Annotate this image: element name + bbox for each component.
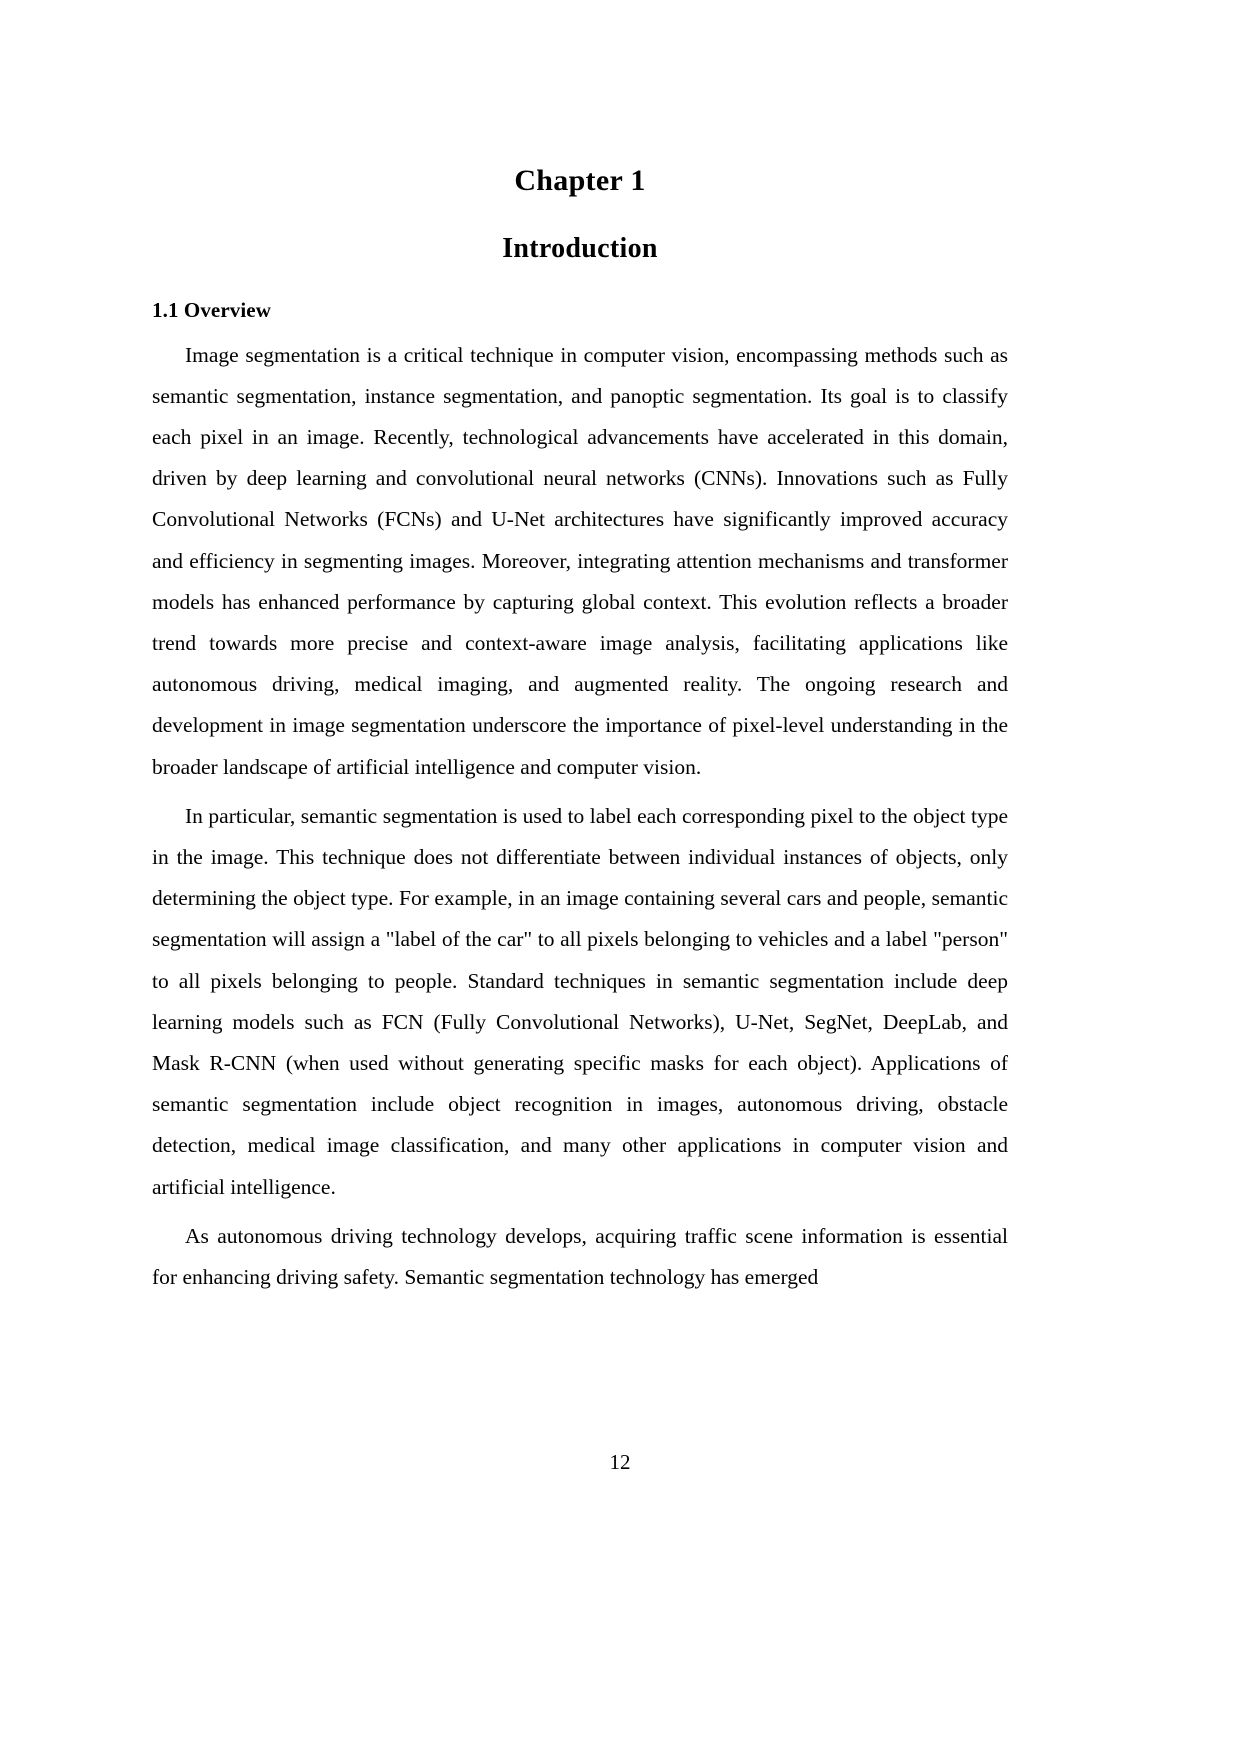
chapter-title: Introduction (502, 233, 658, 264)
paragraph-overview-1: Image segmentation is a critical technique in computer vision, encompassing methods such as semantic segmentation, instance segmentation, and panoptic segmentation. Its goal is to classify each pixel in an image. Recently, technological advancements have accelerated in this domain, driven by deep learning and convolutional neural networks (CNNs). Innovations such as Fully Convolutional Networks (FCNs) and U-Net architectures have significantly improved accuracy and efficiency in segmenting images. Moreover, integrating attention mechanisms and transformer models has enhanced performance by capturing global context. This evolution reflects a broader trend towards more precise and context-aware image analysis, facilitating applications like autonomous driving, medical imaging, and augmented reality. The ongoing research and development in image segmentation underscore the importance of pixel-level understanding in the broader landscape of artificial intelligence and computer vision. (152, 342, 1008, 779)
paragraph-overview-2: In particular, semantic segmentation is used to label each corresponding pixel to the object type in the image. This technique does not differentiate between individual instances of objects, only determining the object type. For example, in an image containing several cars and people, semantic segmentation will assign a "label of the car" to all pixels belonging to vehicles and a label "person" to all pixels belonging to people. Standard techniques in semantic segmentation include deep learning models such as FCN (Fully Convolutional Networks), U-Net, SegNet, DeepLab, and Mask R-CNN (when used without generating specific masks for each object). Applications of semantic segmentation include object recognition in images, autonomous driving, obstacle detection, medical image classification, and many other applications in computer vision and artificial intelligence. (152, 803, 1008, 1199)
chapter-label: Chapter 1 (514, 164, 646, 197)
page-number: 12 (609, 1450, 631, 1474)
section-heading-overview: 1.1 Overview (152, 297, 271, 322)
page-content (152, 0, 1008, 1298)
paragraph-overview-3: As autonomous driving technology develops, acquiring traffic scene information is essential for enhancing driving safety. Semantic segmentation technology has emerged (152, 1223, 1008, 1290)
